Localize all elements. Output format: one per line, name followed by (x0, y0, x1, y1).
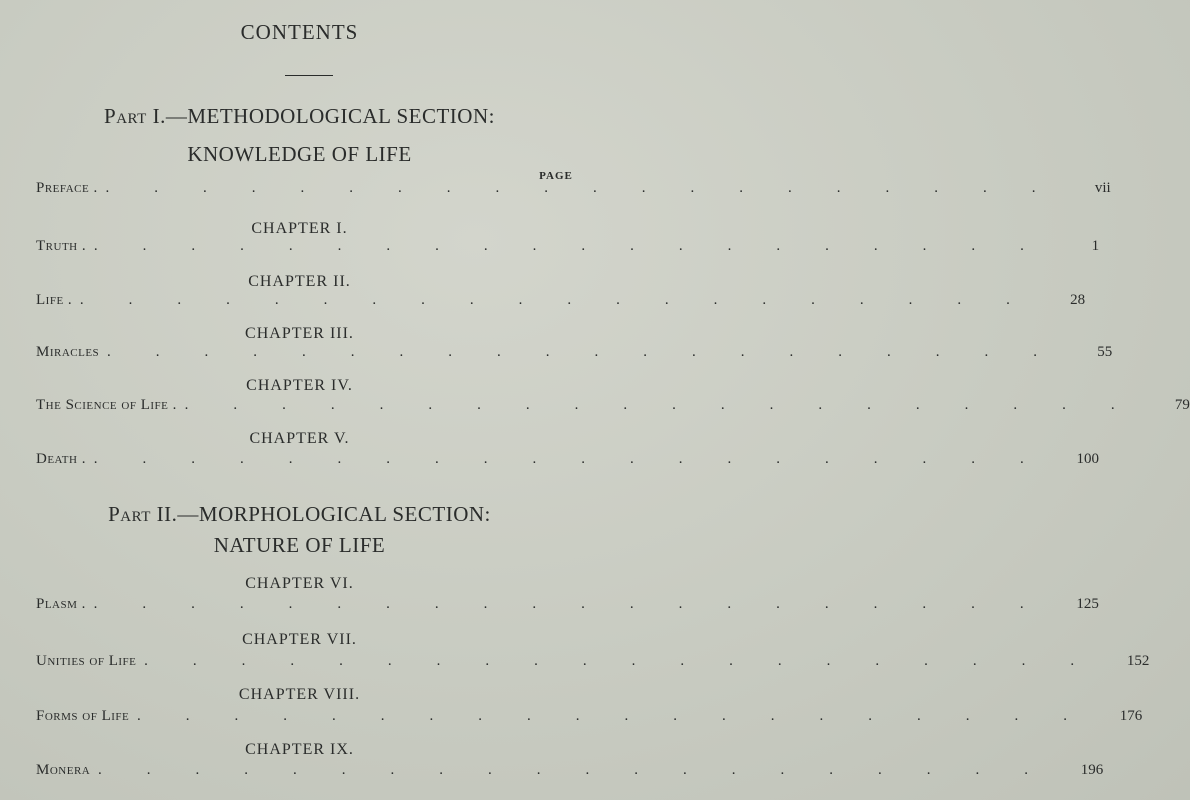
toc-entry-miracles[interactable] (36, 344, 1113, 366)
chapter-heading-2: CHAPTER II. (248, 273, 351, 290)
entry-page: 79 (1174, 397, 1190, 413)
dot-leader: . . . . . . . . . . . . . . . . . . . . (133, 708, 1109, 724)
chapter-heading-5: CHAPTER V. (249, 430, 350, 447)
chapter-heading-6: CHAPTER VI. (245, 575, 354, 592)
chapter-heading-1: CHAPTER I. (251, 220, 348, 237)
entry-label: Death . (36, 451, 86, 467)
dot-leader: . . . . . . . . . . . . . . . . . . . . (76, 292, 1052, 308)
part-1-prefix: Part I. (104, 104, 166, 128)
entry-label: Plasm . (36, 596, 86, 612)
entry-label: The Science of Life . (36, 397, 177, 413)
chapter-heading-9: CHAPTER IX. (245, 741, 354, 758)
part-1-subtitle: KNOWLEDGE OF LIFE (187, 142, 412, 166)
dot-leader: . . . . . . . . . . . . . . . . . . . . (101, 180, 1077, 196)
part-2-title: —MORPHOLOGICAL SECTION: (177, 502, 491, 526)
entry-page: 152 (1126, 653, 1150, 669)
entry-label: Monera (36, 762, 91, 778)
page-title: CONTENTS (240, 20, 359, 44)
entry-label: Life . (36, 292, 73, 308)
entry-page: 100 (1076, 451, 1099, 467)
part-1-title: —METHODOLOGICAL SECTION: (165, 104, 495, 128)
page-column-header: PAGE (539, 170, 573, 182)
entry-page: 55 (1097, 344, 1113, 360)
toc-entry-death[interactable] (36, 451, 1099, 473)
entry-label: Preface . (36, 180, 98, 196)
entry-label: Miracles (36, 344, 100, 360)
part-2-subtitle: NATURE OF LIFE (213, 533, 386, 557)
dot-leader: . . . . . . . . . . . . . . . . . . . . (90, 238, 1066, 254)
dot-leader: . . . . . . . . . . . . . . . . . . . . (140, 653, 1116, 669)
toc-entry-truth[interactable] (36, 238, 1100, 260)
entry-label: Unities of Life (36, 653, 137, 669)
chapter-heading-8: CHAPTER VIII. (238, 686, 361, 703)
entry-page: vii (1094, 180, 1111, 196)
part-2-prefix: Part II. (108, 502, 178, 526)
toc-entry-life[interactable] (36, 292, 1086, 314)
part-1-heading (0, 104, 599, 129)
entry-page: 196 (1080, 762, 1104, 778)
part-2-heading (0, 502, 599, 527)
toc-entry-unities-of-life[interactable] (36, 653, 1150, 675)
toc-entry-monera[interactable] (36, 762, 1104, 784)
entry-page: 125 (1076, 596, 1099, 612)
entry-page: 1 (1091, 238, 1100, 254)
entry-page: 28 (1070, 292, 1086, 308)
entry-page: 176 (1119, 708, 1143, 724)
dot-leader: . . . . . . . . . . . . . . . . . . . . (180, 397, 1156, 413)
chapter-heading-3: CHAPTER III. (245, 325, 354, 342)
dot-leader: . . . . . . . . . . . . . . . . . . . . (89, 451, 1065, 467)
chapter-heading-4: CHAPTER IV. (246, 377, 353, 394)
dot-leader: . . . . . . . . . . . . . . . . . . . . (103, 344, 1079, 360)
entry-label: Truth . (36, 238, 87, 254)
title-rule (285, 75, 333, 76)
toc-entry-plasm[interactable] (36, 596, 1099, 618)
toc-entry-forms-of-life[interactable] (36, 708, 1143, 730)
toc-entry-science-of-life[interactable] (36, 397, 1190, 419)
dot-leader: . . . . . . . . . . . . . . . . . . . . (94, 762, 1070, 778)
dot-leader: . . . . . . . . . . . . . . . . . . . . (89, 596, 1065, 612)
chapter-heading-7: CHAPTER VII. (242, 631, 357, 648)
toc-entry-preface[interactable] (36, 180, 1111, 202)
entry-label: Forms of Life (36, 708, 130, 724)
